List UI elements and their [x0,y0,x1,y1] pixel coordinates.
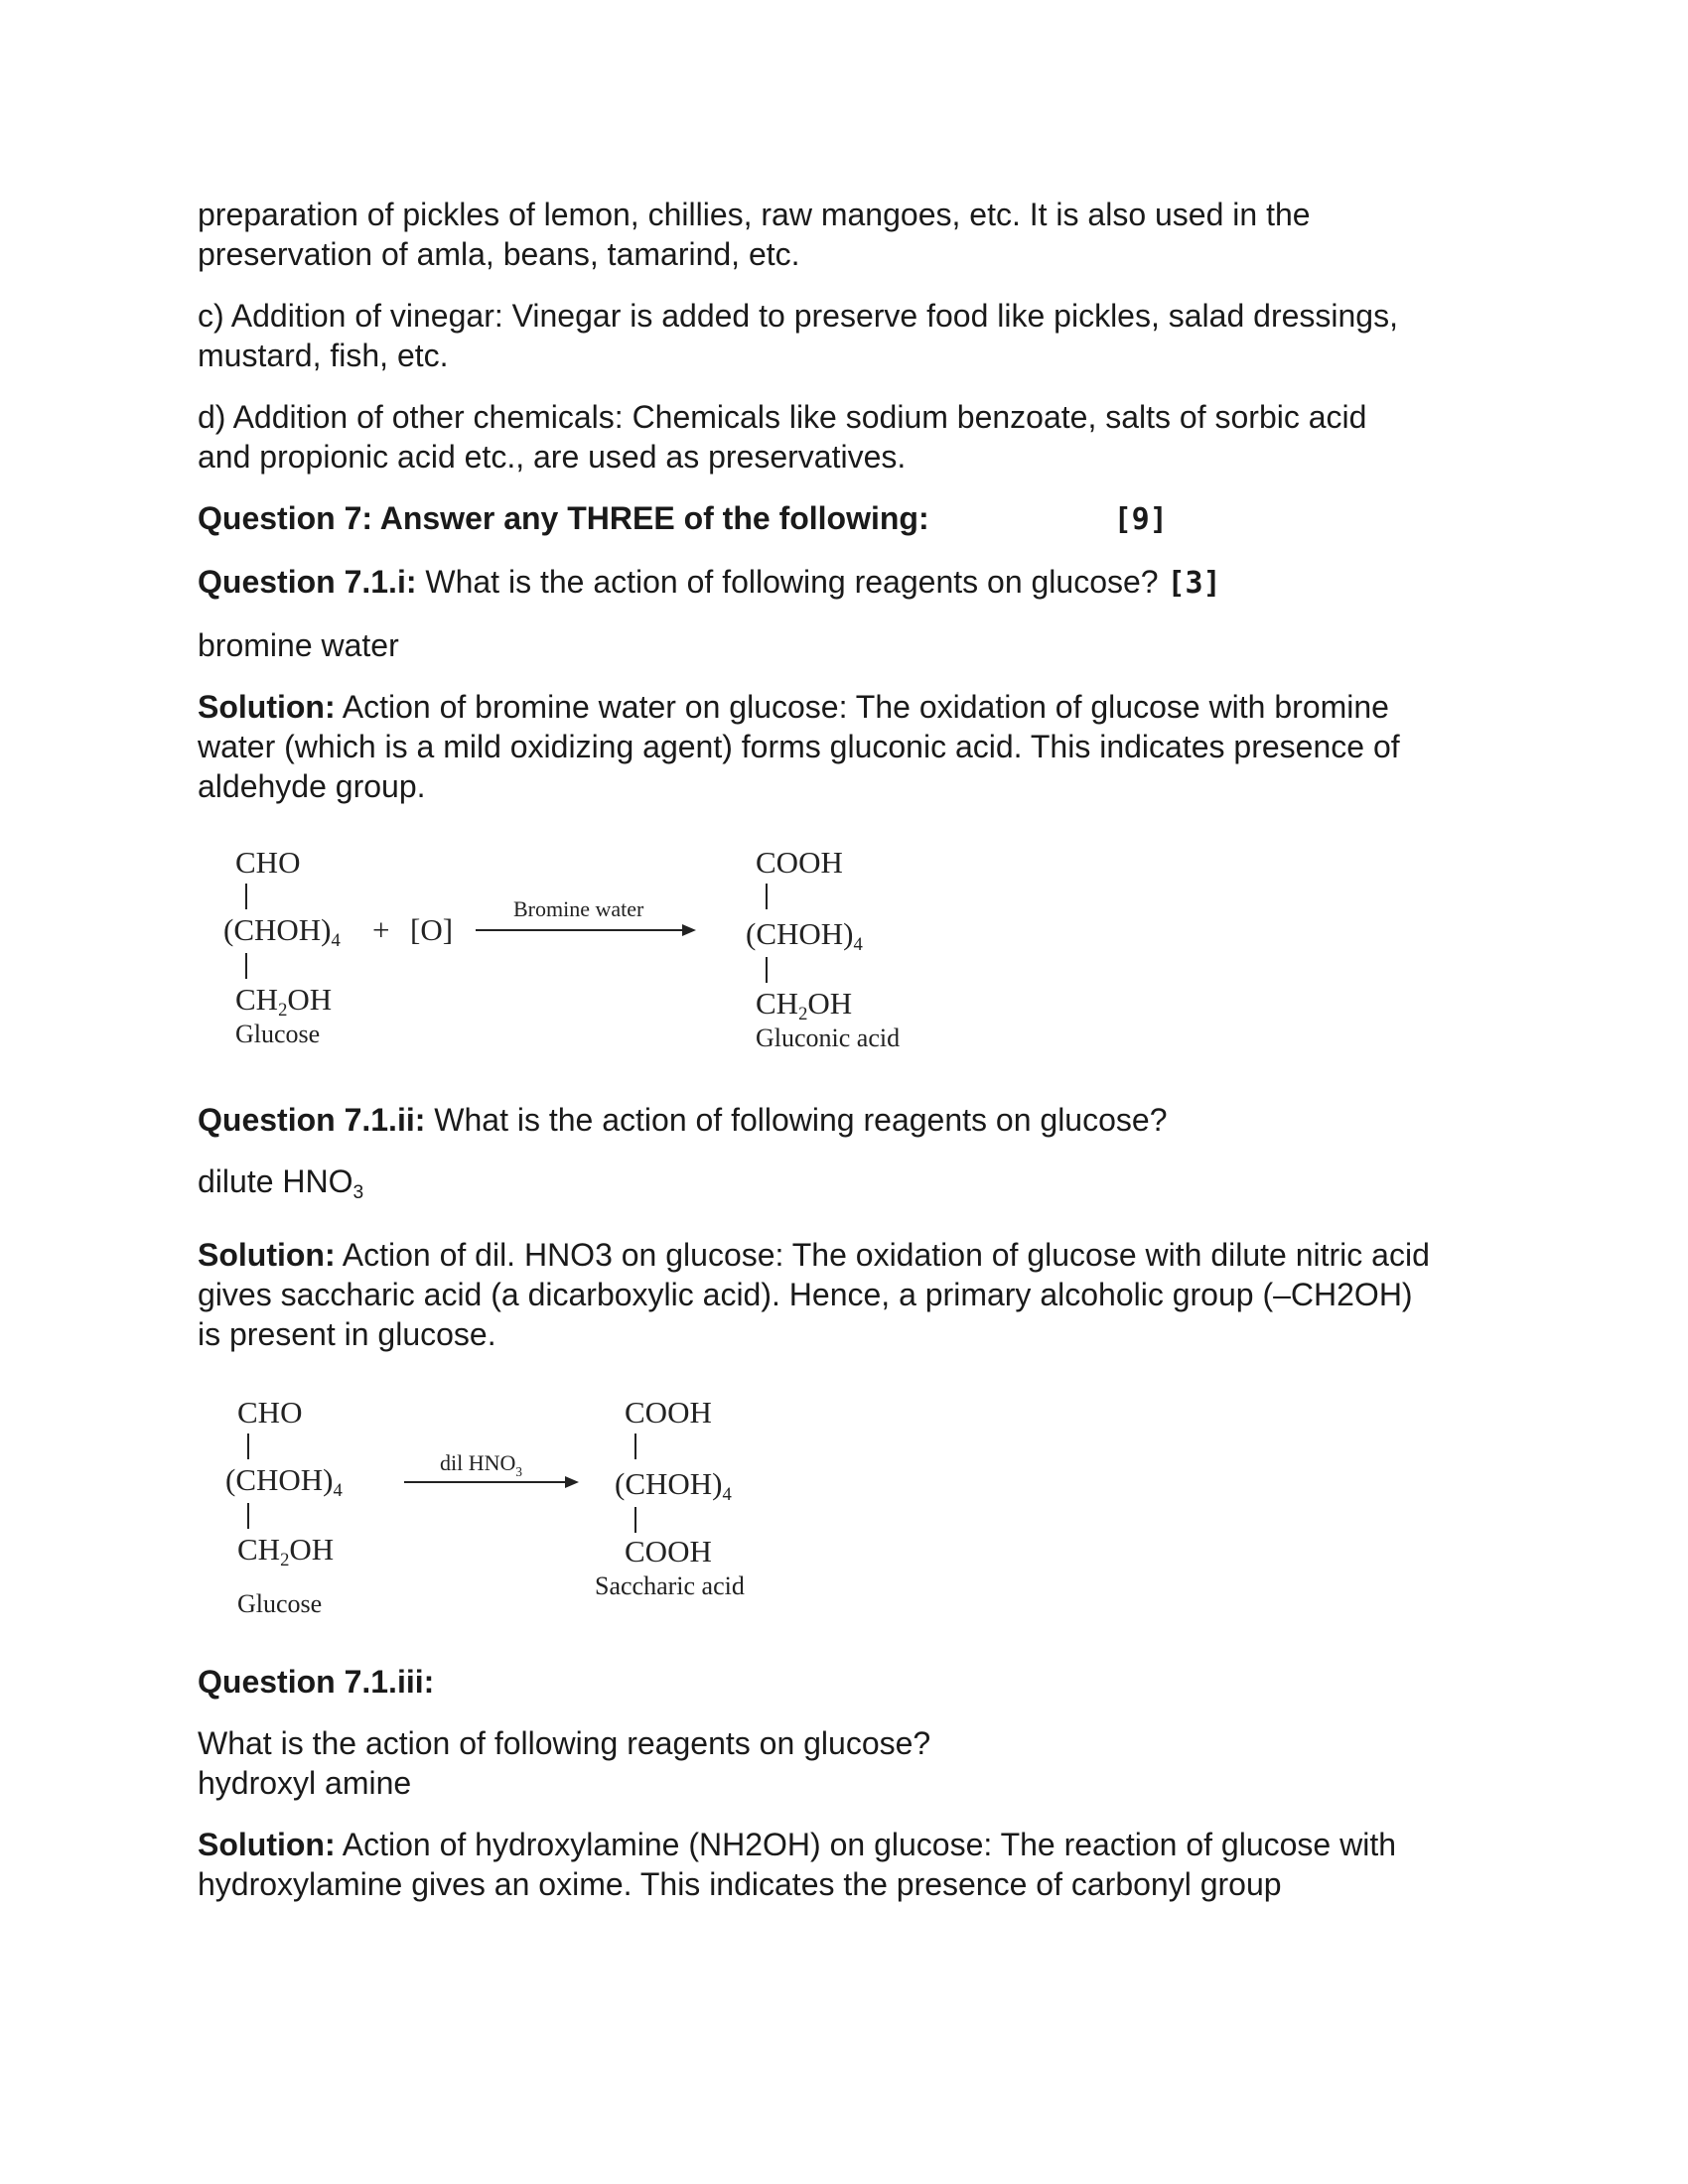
arrow-head-icon [682,924,696,936]
question-7-title: Question 7: Answer any THREE of the following: [198,500,929,536]
solution-7-1-i-line-3: aldehyde group. [198,768,426,804]
question-7-heading [198,498,1498,540]
document-page [198,195,1498,1904]
arrow-head-icon [565,1476,579,1488]
solution-7-1-ii-line-2: gives saccharic acid (a dicarboxylic acid). Hence, a primary alcoholic group (–CH2OH) [198,1277,1413,1312]
product-top-group: COOH [756,845,843,880]
solution-7-1-i [198,687,1498,806]
question-7-marks: [9] [1113,502,1168,537]
solution-7-1-i-label: Solution: [198,689,336,725]
plus-sign: + [372,912,390,947]
solution-7-1-i-line-1: Action of bromine water on glucose: The oxidation of glucose with bromine [342,689,1389,725]
product-bottom-group: COOH [625,1534,712,1569]
bond-line [247,1433,249,1459]
reactant-name: Glucose [235,1020,321,1048]
solution-7-1-ii [198,1235,1498,1354]
bond-line [634,1507,636,1533]
solution-7-1-iii-label: Solution: [198,1827,336,1862]
reactant-middle-group: $(CHOH)_4$ [225,1462,343,1501]
bromine-water-reaction [198,840,1498,1070]
reactant-top-group: CHO [237,1395,303,1430]
product-middle-group: $(CHOH)_4$ [615,1466,732,1505]
reactant-bottom-group: $CH_2OH$ [237,1532,335,1570]
question-7-1-iii [198,1723,1498,1803]
solution-7-1-ii-label: Solution: [198,1237,336,1273]
question-7-1-i-label: Question 7.1.i: [198,564,417,600]
question-7-1-iii-text: What is the action of following reagents on glucose? [198,1725,931,1761]
solution-7-1-ii-line-1: Action of dil. HNO3 on glucose: The oxidation of glucose with dilute nitric acid [342,1237,1430,1273]
bond-line [245,884,247,909]
bond-line [766,884,768,909]
reactant-name: Glucose [237,1589,323,1618]
product-name: Saccharic acid [595,1571,745,1600]
question-7-1-i-text: What is the action of following reagents on glucose? [425,564,1159,600]
chemicals-line-2: and propionic acid etc., are used as preservatives. [198,439,907,475]
question-7-1-ii-text: What is the action of following reagents on glucose? [434,1102,1168,1138]
vinegar-line-2: mustard, fish, etc. [198,338,449,373]
nitric-acid-reaction [198,1390,1498,1636]
oxygen-reagent: [O] [410,912,454,947]
question-7-1-ii [198,1100,1498,1140]
vinegar-paragraph [198,296,1498,375]
chemicals-line-1: d) Addition of other chemicals: Chemicals like sodium benzoate, salts of sorbic acid [198,399,1367,435]
bond-line [634,1433,636,1459]
product-name: Gluconic acid [756,1024,901,1052]
arrow-label: Bromine water [513,896,644,921]
solution-7-1-ii-line-3: is present in glucose. [198,1316,496,1352]
question-7-1-i-marks: [3] [1167,566,1221,601]
question-7-1-i-reagent: bromine water [198,627,399,663]
vinegar-line-1: c) Addition of vinegar: Vinegar is added to preserve food like pickles, salad dressings, [198,298,1398,334]
chemicals-paragraph [198,397,1498,477]
arrow-label: dil $HNO_3$ [440,1450,522,1479]
question-7-1-iii-reagent: hydroxyl amine [198,1765,412,1801]
product-middle-group: $(CHOH)_4$ [746,916,863,955]
intro-line-1: preparation of pickles of lemon, chillies, raw mangoes, etc. It is also used in the [198,197,1311,232]
solution-7-1-i-line-2: water (which is a mild oxidizing agent) forms gluconic acid. This indicates presence of [198,729,1400,764]
solution-7-1-iii-line-2: hydroxylamine gives an oxime. This indicates the presence of carbonyl group [198,1866,1282,1902]
solution-7-1-iii-line-1: Action of hydroxylamine (NH2OH) on glucose: The reaction of glucose with [342,1827,1396,1862]
intro-paragraph [198,195,1498,274]
product-bottom-group: $CH_2OH$ [756,986,853,1024]
reaction-arrow [476,929,684,931]
reaction-arrow [404,1481,567,1483]
question-7-1-i [198,562,1498,604]
question-7-1-ii-label: Question 7.1.ii: [198,1102,426,1138]
reactant-bottom-group: $CH_2OH$ [235,982,333,1021]
bond-line [766,957,768,983]
solution-7-1-iii [198,1825,1498,1904]
question-7-1-ii-reagent: dilute $HNO_3$ [198,1163,364,1203]
intro-line-2: preservation of amla, beans, tamarind, etc. [198,236,800,272]
bond-line [247,1503,249,1529]
reactant-middle-group: $(CHOH)_4$ [223,912,341,951]
question-7-1-iii-label: Question 7.1.iii: [198,1664,435,1700]
product-top-group: COOH [625,1395,712,1430]
reactant-top-group: CHO [235,845,301,880]
bond-line [245,953,247,979]
